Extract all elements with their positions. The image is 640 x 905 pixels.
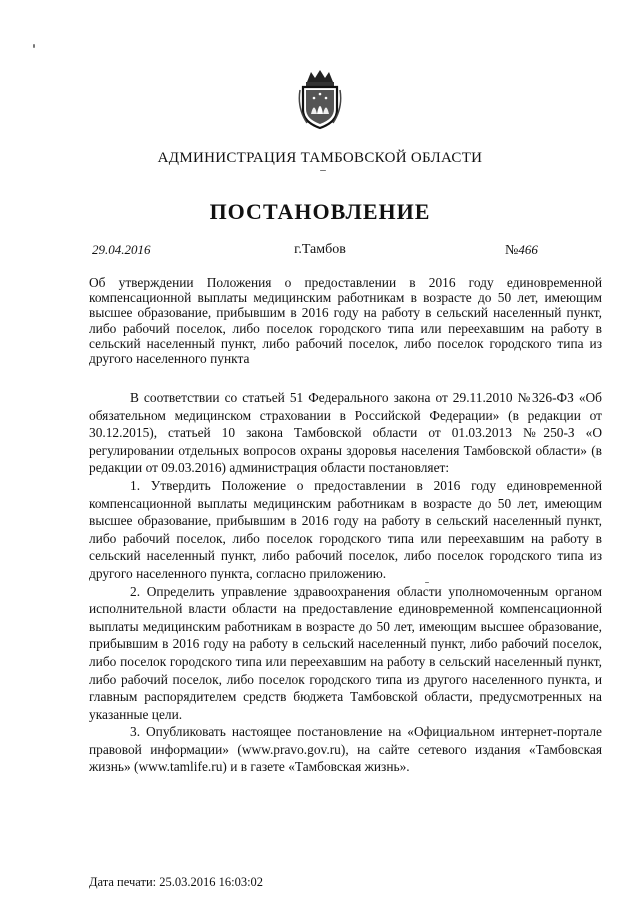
document-meta-row (0, 242, 640, 262)
document-body (89, 389, 602, 776)
clause-1-paragraph: 1. Утвердить Положение о предоставлении в 2016 году единовременной компенсационной выплаты медицинским работникам в возрасте до 50 лет, имеющим высшее образование, прибывшим в 2016 году на работу в сельский населенный пункт, либо рабочий поселок, либо поселок городского типа или переехавшим на работу в сельский населенный пункт, либо рабочий поселок, либо поселок городского типа из другого населенного пункта, согласно приложению. (89, 477, 602, 581)
scan-speck (425, 582, 429, 583)
document-subject: Об утверждении Положения о предоставлении в 2016 году единовременной компенсационной выплаты медицинским работникам в возрасте до 50 лет, имеющим высшее образование, прибывшим в 2016 году на работу в сельский населенный пункт, либо рабочий поселок, либо поселок городского типа или переехавшим на работу в сельский населенный пункт, либо рабочий поселок, либо поселок городского типа из другого населенного пункта (89, 275, 602, 367)
print-date-footer: Дата печати: 25.03.2016 16:03:02 (89, 875, 264, 889)
scan-speck (320, 170, 326, 171)
organization-name: АДМИНИСТРАЦИЯ ТАМБОВСКОЙ ОБЛАСТИ (157, 150, 483, 166)
document-city: г.Тамбов (294, 242, 346, 257)
number-sign: № (505, 243, 519, 258)
clause-2-paragraph: 2. Определить управление здравоохранения области уполномоченным органом исполнительной власти области на предоставление единовременной компенсационной выплаты медицинским работникам в возрасте до 50 лет, имеющим высшее образование, прибывшим в 2016 году на работу в сельский населенный пункт, либо рабочий поселок, либо поселок городского типа или переехавшим на работу в сельский населенный пункт, либо рабочий поселок, либо поселок городского типа из другого населенного пункта, и главным распорядителем средств бюджета Тамбовской области, предусмотренных на указанные цели. (89, 583, 602, 722)
document-type-title: ПОСТАНОВЛЕНИЕ (209, 199, 431, 224)
scan-speck (33, 44, 35, 48)
document-date: 29.04.2016 (92, 242, 151, 257)
document-number (505, 242, 538, 259)
number-value: 466 (518, 242, 538, 257)
clause-3-paragraph: 3. Опубликовать настоящее постановление на «Официальном интернет-портале правовой информации» (www.pravo.gov.ru), на сайте сетевого издания «Тамбовская жизнь» (www.tamlife.ru) и в газете «Тамбовская жизнь». (89, 724, 602, 775)
coat-of-arms-emblem (297, 68, 343, 130)
preamble-paragraph: В соответствии со статьей 51 Федерального закона от 29.11.2010 №326-ФЗ «Об обязательном медицинском страховании в Российской Федерации» (в редакции от 30.12.2015), статьей 10 закона Тамбовской области от 01.03.2013 №250-З «О регулировании отдельных вопросов охраны здоровья населения Тамбовской области» (в редакции от 09.03.2016) администрация области постановляет: (89, 390, 602, 476)
